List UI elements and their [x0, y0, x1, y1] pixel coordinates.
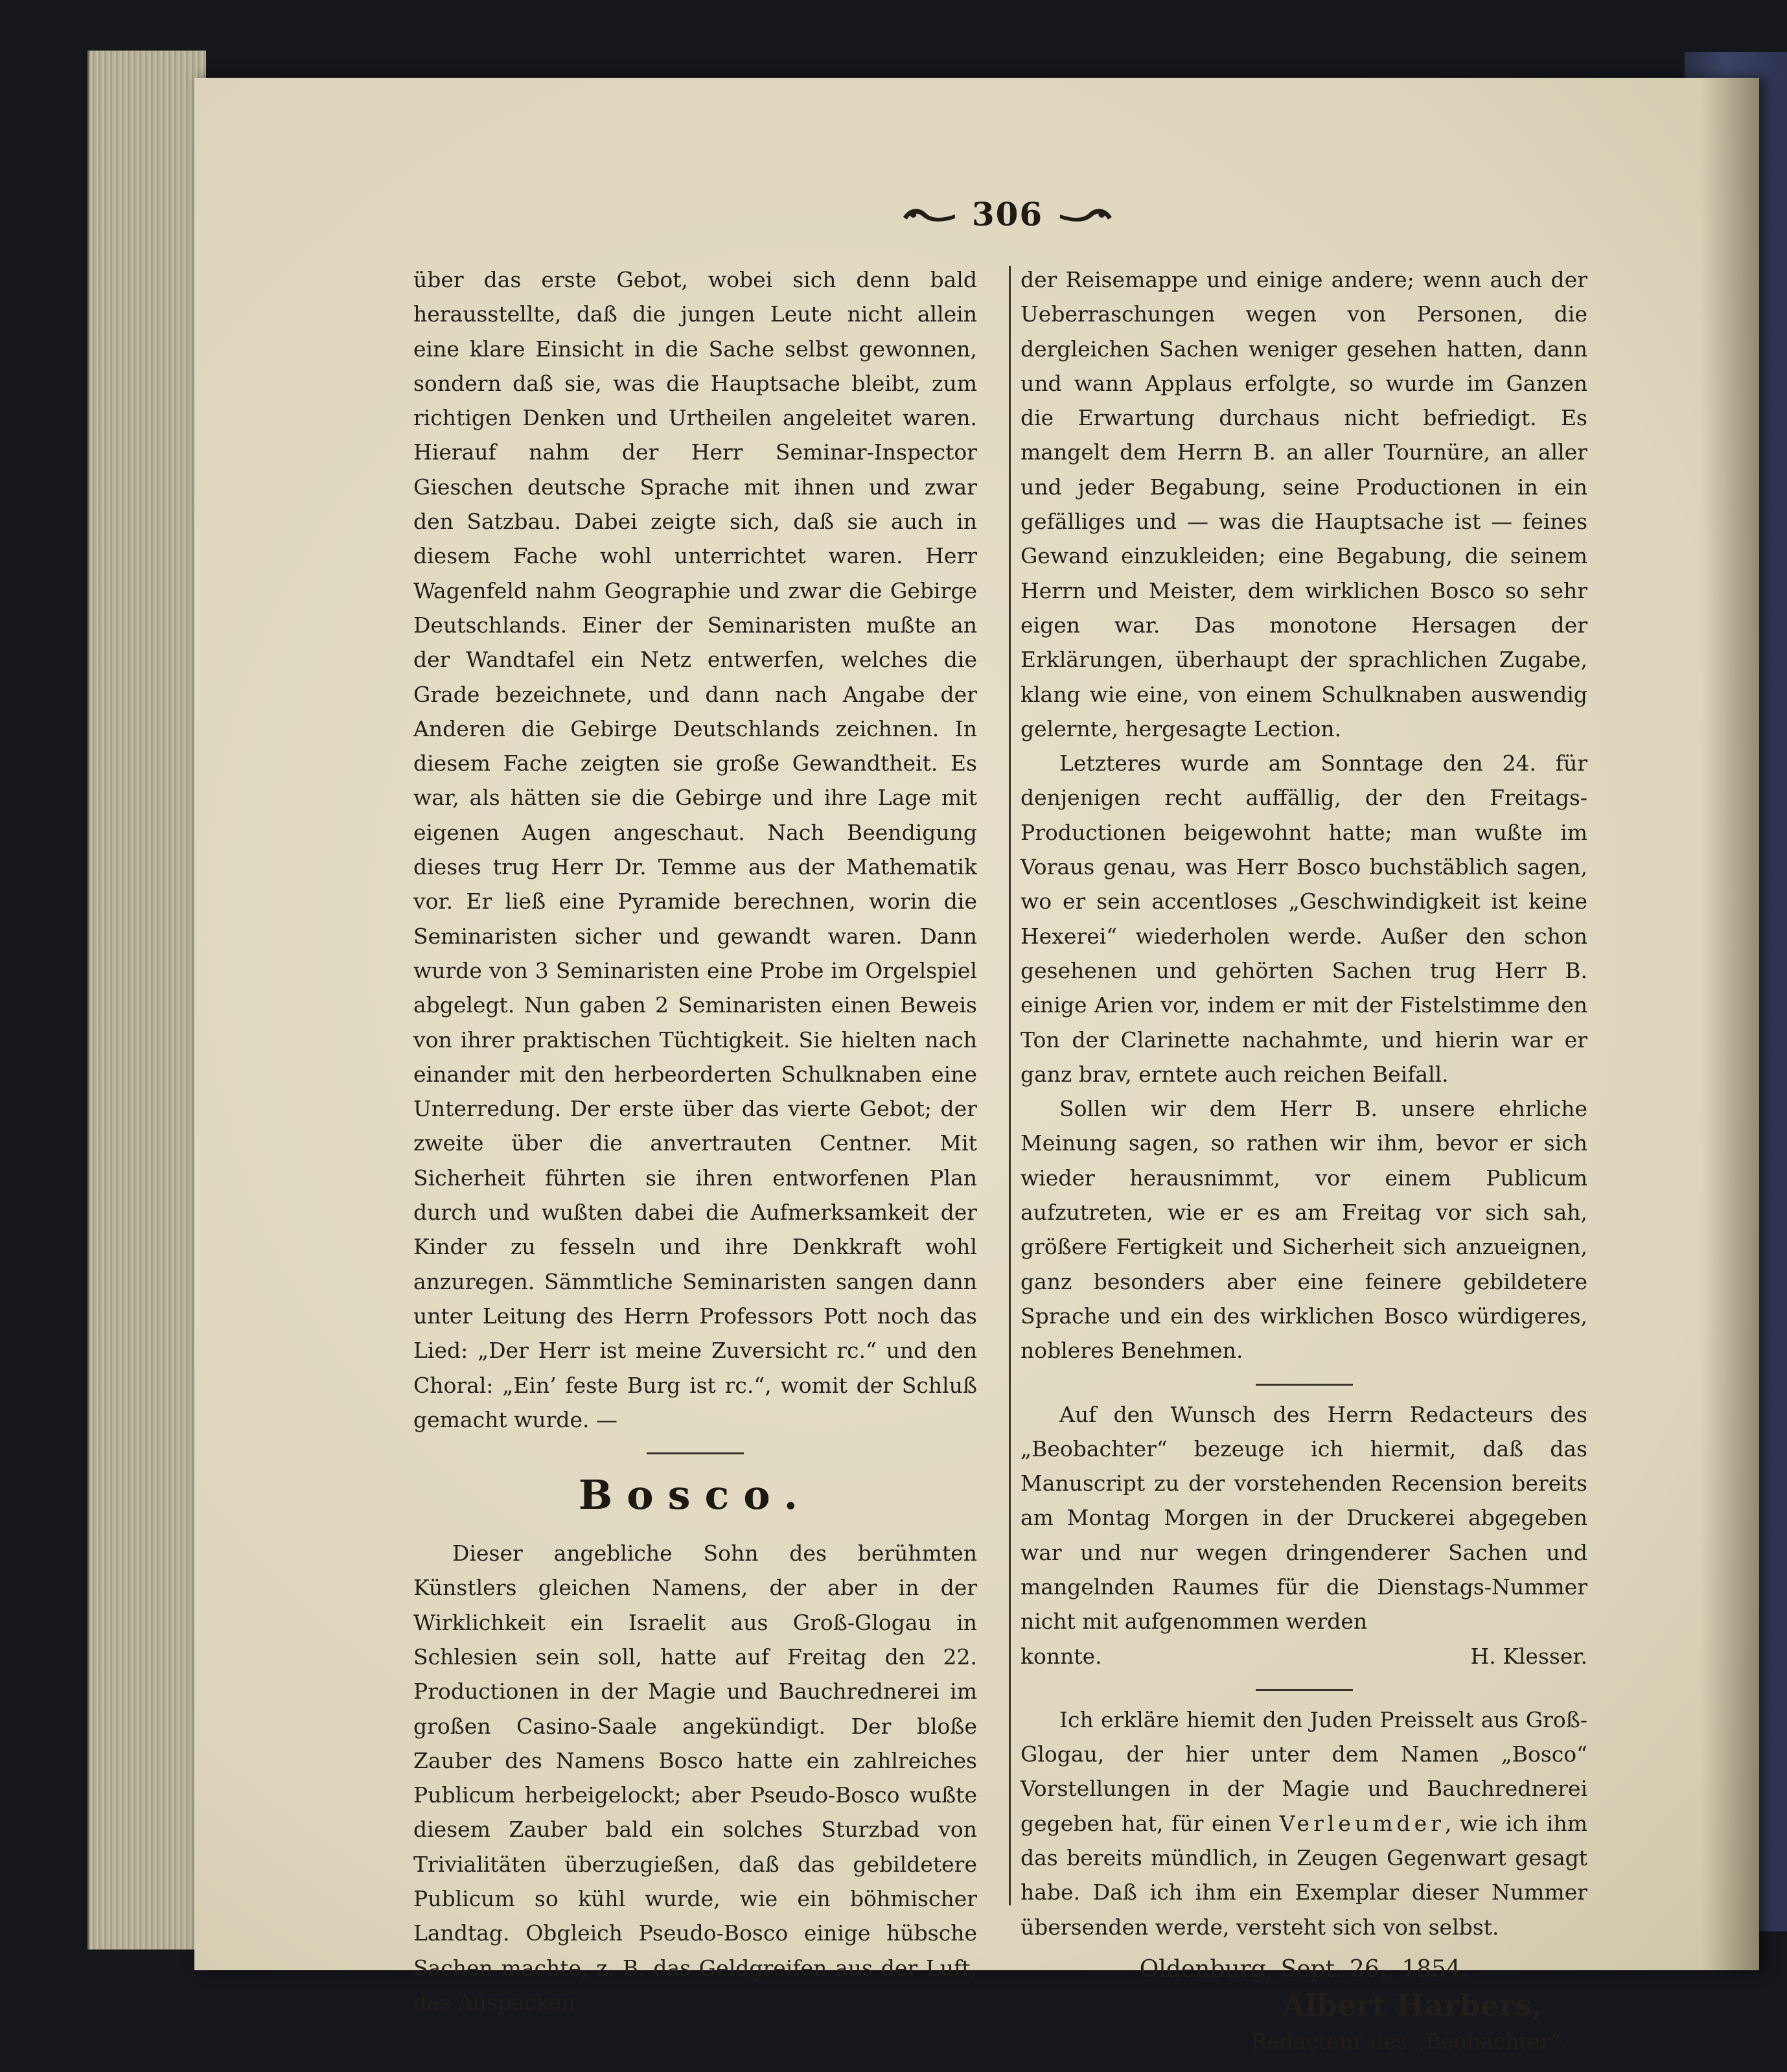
column-divider: [1009, 266, 1011, 1905]
declaration-divider: [1256, 1689, 1353, 1691]
bosco-paragraph-1: Dieser angebliche Sohn des berühmten Künstlers gleichen Namens, der aber in der Wirklichkeit ein Israelit aus Groß-Glogau in Schlesien sein soll, hatte auf Freitag den 22. Productionen in der Magie und Bauchrednerei im großen Casino-Saale angekündigt. Der bloße Zauber des Namens Bosco hatte ein zahlreiches Publicum herbeigelockt; aber Pseudo-Bosco wußte diesem Zauber bald ein solches Sturzbad von Trivialitäten überzugießen, daß das gebildetere Publicum so kühl wurde, wie ein böhmischer Landtag. Obgleich Pseudo-Bosco einige hübsche Sachen machte, z. B. das Geldgreifen aus der Luft, das Auspacken: [413, 1541, 977, 2015]
signer-name: Albert Harbers,: [1282, 1988, 1542, 2023]
place-date: Oldenburg, Sept. 26., 1854.: [1139, 1955, 1469, 1983]
editor-notice-body: Auf den Wunsch des Herrn Redacteurs des „Beobachter“ bezeuge ich hiermit, daß das Manuscript zu der vorstehenden Recension bereits am Montag Morgen in der Druckerei abgegeben war und nur wegen dringenderer Sachen und mangelnden Raumes für die Dienstags-Nummer nicht mit aufgenommen werden: [1020, 1401, 1587, 1635]
page-number: 306: [971, 194, 1044, 233]
section-title: Bosco.: [578, 1471, 813, 1519]
seminar-report-paragraph: über das erste Gebot, wobei sich denn bald herausstellte, daß die jungen Leute nicht allein eine klare Einsicht in die Sache selbst gewonnen, sondern daß sie, was die Hauptsache bleibt, zum richtigen Denken und Urtheilen angeleitet waren. Hierauf nahm der Herr Seminar-Inspector Gieschen deutsche Sprache mit ihnen und zwar den Satzbau. Dabei zeigte sich, daß sie auch in diesem Fache wohl unterrichtet waren. Herr Wagenfeld nahm Geographie und zwar die Gebirge Deutschlands. Einer der Seminaristen mußte an der Wandtafel ein Netz entwerfen, welches die Grade bezeichnete, und dann nach Angabe der Anderen die Gebirge Deutschlands zeichnen. In diesem Fache zeigten sie große Gewandtheit. Es war, als hätten sie die Gebirge und ihre Lage mit eigenen Augen angeschaut. Nach Beendigung dieses trug Herr Dr. Temme aus der Mathematik vor. Er ließ eine Pyramide berechnen, worin die Seminaristen sicher und gewandt waren. Dann wurde von 3 Seminaristen eine Probe im Orgelspiel abgelegt. Nun gaben 2 Seminaristen einen Beweis von ihrer praktischen Tüchtigkeit. Sie hielten nach einander mit den herbeorderten Schulknaben eine Unterredung. Der erste über das vierte Gebot; der zweite über die anvertrauten Centner. Mit Sicherheit führten sie ihren entworfenen Plan durch und wußten dabei die Aufmerksamkeit der Kinder zu fesseln und ihre Denkkraft wohl anzuregen. Sämmtliche Seminaristen sangen dann unter Leitung des Herrn Professors Pott noch das Lied: „Der Herr ist meine Zuversicht rc.“ und den Choral: „Ein’ feste Burg ist rc.“, womit der Schluß gemacht wurde. —: [413, 267, 977, 1432]
bosco-paragraph-4: Sollen wir dem Herr B. unsere ehrliche Meinung sagen, so rathen wir ihm, bevor er sich wieder herausnimmt, vor einem Publicum aufzutreten, wie er es am Freitag vor sich sah, größere Fertigkeit und Sicherheit sich anzueignen, ganz besonders aber eine feinere gebildetere Sprache und ein des wirklichen Bosco würdigeres, nobleres Benehmen.: [1020, 1096, 1587, 1364]
left-ornament-icon: [901, 203, 958, 225]
bosco-paragraph-3: Letzteres wurde am Sonntage den 24. für denjenigen recht auffällig, der den Freitags-Productionen beigewohnt hatte; man wußte im Voraus genau, was Herr Bosco buchstäblich sagen, wo er sein accentloses „Geschwindigkeit ist keine Hexerei“ wiederholen werde. Außer den schon gesehenen und gehörten Sachen trug Herr B. einige Arien vor, indem er mit der Fistelstimme den Ton der Clarinette nachahmte, und hierin war er ganz brav, erntete auch reichen Beifall.: [1020, 751, 1587, 1087]
section-divider: [647, 1452, 744, 1454]
declaration-paragraph: [1020, 1703, 1587, 1944]
bosco-paragraph-2: der Reisemappe und einige andere; wenn auch der Ueberraschungen wegen von Personen, die dergleichen Sachen weniger gesehen hatten, dann und wann Applaus erfolgte, so wurde im Ganzen die Erwartung durchaus nicht befriedigt. Es mangelt dem Herrn B. an aller Tournüre, an aller und jeder Begabung, seine Productionen in ein gefälliges und — was die Hauptsache ist — feines Gewand einzukleiden; eine Begabung, die seinem Herrn und Meister, dem wirklichen Bosco so sehr eigen war. Das monotone Hersagen der Erklärungen, überhaupt der sprachlichen Zugabe, klang wie eine, von einem Schulknaben auswendig gelernte, hergesagte Lection.: [1020, 267, 1587, 741]
editor-notice-signature: H. Klesser.: [1470, 1643, 1587, 1669]
declaration-start: Ich erkläre hiemit den Juden Preisselt aus Groß-Glogau, der hier unter dem Namen „Bosco“ Vorstellungen in der Magie und Bauchrednerei gegeben hat, für einen: [1020, 1706, 1587, 1836]
declaration-end: , wie ich ihm das bereits mündlich, in Zeugen Gegenwart gesagt habe. Daß ich ihm ein Exemplar dieser Nummer übersenden werde, versteht sich von selbst.: [1020, 1810, 1587, 1940]
book-page-edges: [87, 51, 206, 1950]
signer-role: Redacteur des „Beobachter“.: [1251, 2029, 1568, 2055]
notice-divider: [1256, 1384, 1353, 1386]
editor-notice-last-word: konnte.: [1020, 1643, 1102, 1669]
left-column: [413, 262, 977, 2020]
declaration-emphasis: Verleumder: [1279, 1810, 1445, 1836]
page-header: [901, 188, 1114, 240]
right-ornament-icon: [1057, 203, 1114, 225]
right-column: [1020, 262, 1587, 2059]
editor-notice-closing: [1020, 1639, 1587, 1673]
